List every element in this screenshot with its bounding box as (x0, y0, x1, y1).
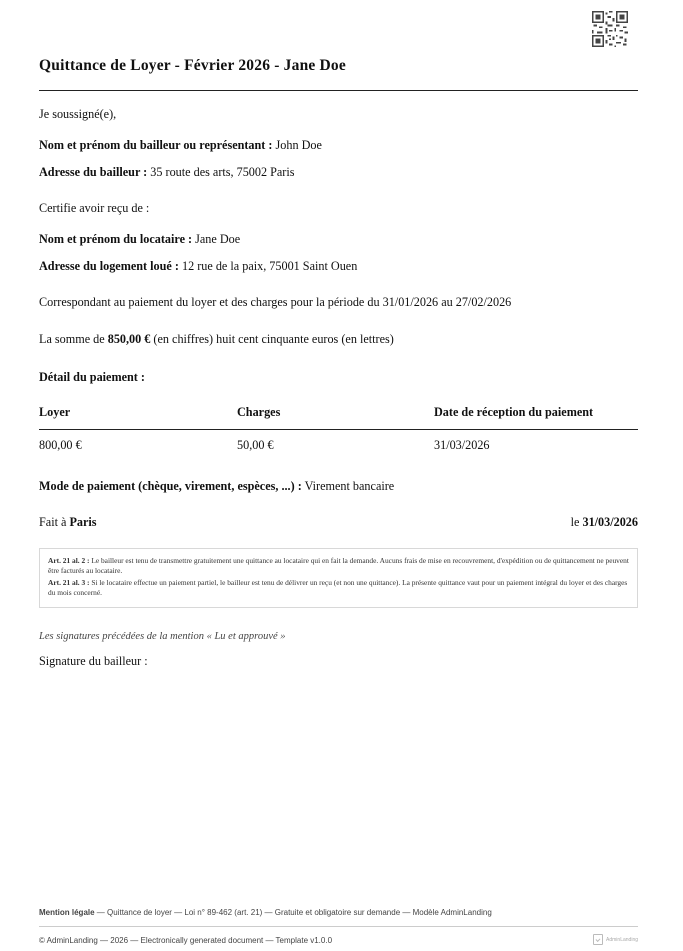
footer-legal-text: — Quittance de loyer — Loi n° 89-462 (art. 21) — Gratuite et obligatoire sur demande — Modèle AdminLanding (96, 908, 492, 917)
amount-value: 850,00 € (107, 332, 151, 346)
payment-detail-heading (39, 370, 145, 385)
footer-badge-text: AdminLanding (606, 936, 638, 943)
document-page (39, 0, 638, 951)
payment-mode-value: Virement bancaire (304, 479, 395, 493)
amount-line (39, 332, 394, 347)
signature-date-line (571, 515, 638, 530)
payment-mode-label: Mode de paiement (chèque, virement, espèces, ...) : (39, 479, 302, 493)
title-divider (39, 90, 638, 91)
payment-detail-label: Détail du paiement : (39, 370, 145, 384)
date-prefix: le (570, 515, 580, 529)
signature-label: Signature du bailleur : (39, 654, 148, 668)
signature-note: Les signatures précédées de la mention « Lu et approuvé » (39, 631, 286, 642)
payment-mode-line (39, 479, 394, 494)
document-check-icon (593, 934, 603, 945)
tenant-name-label: Nom et prénom du locataire : (39, 232, 193, 246)
legal-article-2-label: Art. 21 al. 3 : (48, 577, 90, 587)
cell-charges: 50,00 € (237, 438, 274, 452)
signature-date: 31/03/2026 (582, 515, 638, 529)
landlord-name-line (39, 138, 322, 153)
period-text: Correspondant au paiement du loyer et des charges pour la période du 31/01/2026 au 27/02/2026 (39, 295, 512, 309)
landlord-address-line (39, 165, 295, 180)
footer-copyright: © AdminLanding — 2026 — Electronically generated document — Template v1.0.0 (39, 936, 333, 945)
cell-rent: 800,00 € (39, 438, 82, 452)
landlord-address-label: Adresse du bailleur : (39, 165, 148, 179)
header-receipt-date: Date de réception du paiement (434, 405, 594, 419)
landlord-address-value: 35 route des arts, 75002 Paris (150, 165, 295, 179)
property-address-value: 12 rue de la paix, 75001 Saint Ouen (181, 259, 358, 273)
tenant-name-line (39, 232, 240, 247)
header-charges: Charges (237, 405, 281, 419)
made-at-line (39, 515, 97, 530)
legal-article-1-label: Art. 21 al. 2 : (48, 556, 90, 565)
certify-text: Certifie avoir reçu de : (39, 201, 150, 215)
intro-text: Je soussigné(e), (39, 107, 117, 121)
qr-code-icon (592, 11, 628, 47)
property-address-line (39, 259, 357, 274)
footer-legal-label: Mention légale (39, 908, 95, 917)
made-at-prefix: Fait à (39, 515, 67, 529)
tenant-name-value: Jane Doe (195, 232, 241, 246)
amount-suffix: (en chiffres) huit cent cinquante euros (en lettres) (153, 332, 394, 346)
footer-divider (39, 926, 638, 927)
amount-prefix: La somme de (39, 332, 105, 346)
cell-receipt-date: 31/03/2026 (434, 438, 490, 452)
legal-article-2 (48, 578, 629, 599)
footer-badge (593, 934, 638, 945)
property-address-label: Adresse du logement loué : (39, 259, 179, 273)
header-rent: Loyer (39, 405, 71, 419)
footer-legal-mention (39, 908, 492, 917)
landlord-name-value: John Doe (275, 138, 322, 152)
made-at-city: Paris (69, 515, 97, 529)
document-title: Quittance de Loyer - Février 2026 - Jane Doe (39, 57, 346, 74)
legal-article-2-text: Si le locataire effectue un paiement partiel, le bailleur est tenu de délivrer un reçu (et non une quittance). La présente quittance vaut pour un paiement intégral du loyer et des charges du mois concerné. (48, 577, 628, 598)
landlord-name-label: Nom et prénom du bailleur ou représentant : (39, 138, 273, 152)
table-divider (39, 429, 638, 430)
legal-article-1 (48, 556, 629, 577)
legal-notice-box (39, 548, 638, 608)
legal-article-1-text: Le bailleur est tenu de transmettre gratuitement une quittance au locataire qui en fait la demande. Aucuns frais de mise en recouvrement, d'expédition ou de quittancement ne peuvent être facturés au locataire. (48, 556, 629, 576)
